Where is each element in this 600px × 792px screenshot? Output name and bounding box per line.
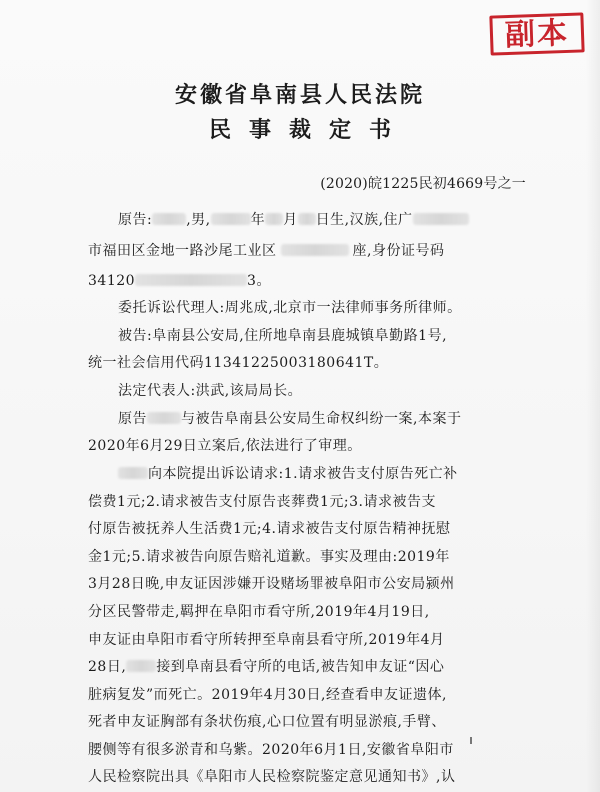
claims-intro: 向本院提出诉讼请求:1.请求被告支付原告死亡补	[118, 463, 458, 483]
redacted-birth-day	[298, 213, 316, 225]
defendant-line-1: 被告:阜南县公安局,住所地阜南县鹿城镇阜勤路1号,	[118, 328, 448, 344]
body-line: 人民检察院出具《阜阳市人民检察院鉴定意见通知书》,认	[88, 769, 456, 785]
redacted-plaintiff	[126, 660, 156, 672]
redacted-address	[413, 213, 469, 225]
body-line: 脏病复发”而死亡。2019年4月30日,经查看申友证遗体,	[88, 687, 447, 703]
redacted-plaintiff	[147, 412, 181, 424]
claims-line: 付原告被抚养人生活费1元;4.请求被告支付原告精神抚慰	[88, 521, 451, 537]
claims-line: 偿费1元;2.请求被告支付原告丧葬费1元;3.请求被告支	[88, 494, 436, 510]
plaintiff-line-3: 34120 3。	[88, 273, 271, 289]
plaintiff-line-2: 市福田区金地一路沙尾工业区 座,身份证号码	[88, 243, 445, 259]
claims-line: 金1元;5.请求被告向原告赔礼道歉。事实及理由:2019年	[88, 549, 450, 565]
claims-line: 申友证由阜阳市看守所转押至阜南县看守所,2019年4月	[88, 632, 445, 648]
legal-rep-line: 法定代表人:洪武,该局局长。	[118, 383, 303, 399]
court-name: 安徽省阜南县人民法院	[174, 83, 425, 108]
plaintiff-label: 原告:	[118, 212, 153, 228]
case-line-1: 原告 与被告阜南县公安局生命权纠纷一案,本案于	[118, 411, 462, 427]
case-number: (2020)皖1225民初4669号之一	[320, 176, 526, 192]
claims-line: 分区民警带走,羁押在阜阳市看守所,2019年4月19日,	[88, 604, 430, 620]
body-line: 腰侧等有很多淤青和乌紫。2020年6月1日,安徽省阜阳市	[88, 742, 454, 758]
phone-call-line: 28日, 接到阜南县看守所的电话,被告知申友证“因心	[88, 659, 445, 675]
case-line-2: 2020年6月29日立案后,依法进行了审理。	[88, 438, 362, 454]
redacted-birth-month	[265, 213, 283, 225]
document-type: 民事裁定书	[208, 118, 409, 143]
claims-line: 3月28日晚,申友证因涉嫌开设赌场罪被阜阳市公安局颍州	[88, 576, 455, 592]
margin-mark	[470, 737, 472, 744]
defendant-line-2: 统一社会信用代码11341225003180641T。	[88, 355, 389, 371]
redacted-id-number	[135, 274, 247, 286]
plaintiff-line-1: 原告: ,男, 年 月 日生,汉族,住广	[118, 209, 469, 229]
redacted-name	[152, 213, 186, 225]
redacted-birth-year	[211, 213, 251, 225]
copy-stamp: 副本	[489, 12, 584, 55]
redacted-building	[281, 244, 349, 256]
body-line: 死者申友证胸部有条状伤痕,心口位置有明显淤痕,手臂、	[88, 714, 446, 730]
redacted-plaintiff	[118, 467, 148, 479]
agent-line: 委托诉讼代理人:周兆成,北京市一法律师事务所律师。	[118, 300, 462, 316]
